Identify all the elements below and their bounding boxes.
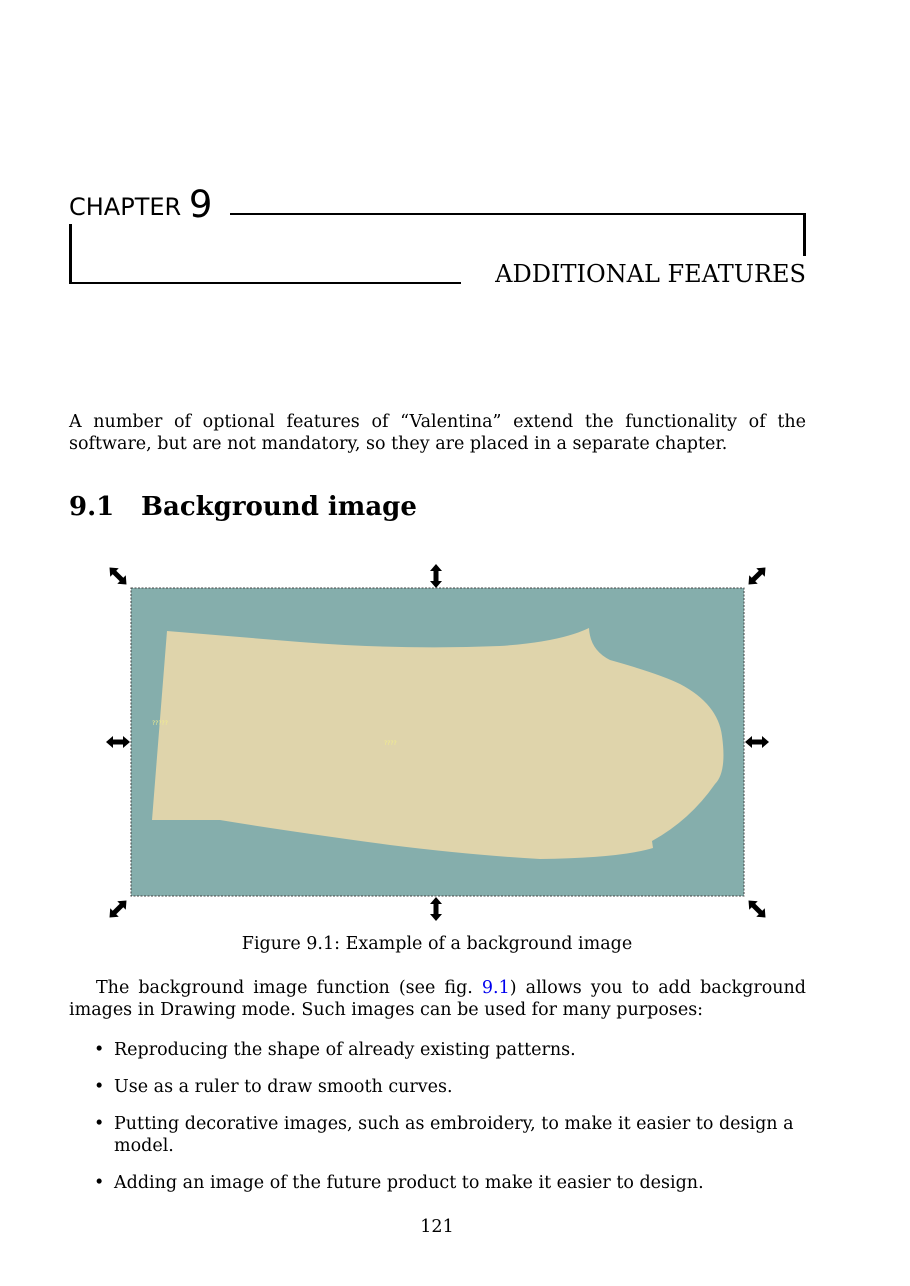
body-paragraph xyxy=(69,977,806,1021)
chapter-title: ADDITIONAL FEATURES xyxy=(495,260,806,288)
piece-label-left: ????? xyxy=(152,720,168,727)
page-number: 121 xyxy=(420,1217,454,1237)
chapter-rule-right xyxy=(803,213,806,256)
bullet-icon: • xyxy=(94,1114,105,1134)
body-text-before: The background image function (see fig. xyxy=(96,978,482,998)
bullet-icon: • xyxy=(94,1077,105,1097)
resize-handle-e-icon[interactable] xyxy=(745,736,769,748)
list-item-text: Reproducing the shape of already existing patterns. xyxy=(114,1040,576,1060)
resize-handle-nw-icon[interactable] xyxy=(105,563,130,588)
resize-handle-w-icon[interactable] xyxy=(106,736,130,748)
list-item xyxy=(92,1113,806,1157)
bullet-icon: • xyxy=(94,1173,105,1193)
list-item xyxy=(92,1076,806,1098)
list-item-text: Adding an image of the future product to make it easier to design. xyxy=(114,1173,704,1193)
list-item-text: Putting decorative images, such as embroidery, to make it easier to design a model. xyxy=(114,1114,794,1156)
resize-handle-sw-icon[interactable] xyxy=(105,896,130,921)
section-number: 9.1 xyxy=(69,492,115,522)
section-title: Background image xyxy=(141,492,417,522)
resize-handle-ne-icon[interactable] xyxy=(744,563,769,588)
background-image-figure xyxy=(100,558,780,926)
bullet-icon: • xyxy=(94,1040,105,1060)
chapter-number: 9 xyxy=(188,183,213,226)
purpose-list xyxy=(92,1039,806,1209)
figure-reference-link[interactable]: 9.1 xyxy=(481,978,510,998)
body-text-after: ) allows you to add background images in Drawing mode. Such images can be used for many purposes: xyxy=(69,978,806,1020)
list-item xyxy=(92,1039,806,1061)
intro-paragraph: A number of optional features of “Valentina” extend the functionality of the software, but are not mandatory, so they are placed in a separate chapter. xyxy=(69,412,806,454)
chapter-rule-left xyxy=(69,224,72,284)
chapter-rule-bottom xyxy=(69,282,461,284)
chapter-rule-top xyxy=(230,213,806,215)
piece-label-center: ???? xyxy=(384,740,397,747)
list-item-text: Use as a ruler to draw smooth curves. xyxy=(114,1077,453,1097)
list-item xyxy=(92,1172,806,1194)
resize-handle-s-icon[interactable] xyxy=(430,897,442,921)
chapter-label xyxy=(69,183,213,226)
resize-handle-se-icon[interactable] xyxy=(744,896,769,921)
chapter-word: CHAPTER xyxy=(69,193,182,221)
figure-caption: Figure 9.1: Example of a background image xyxy=(241,934,633,954)
section-heading xyxy=(69,490,417,524)
resize-handle-n-icon[interactable] xyxy=(430,564,442,588)
